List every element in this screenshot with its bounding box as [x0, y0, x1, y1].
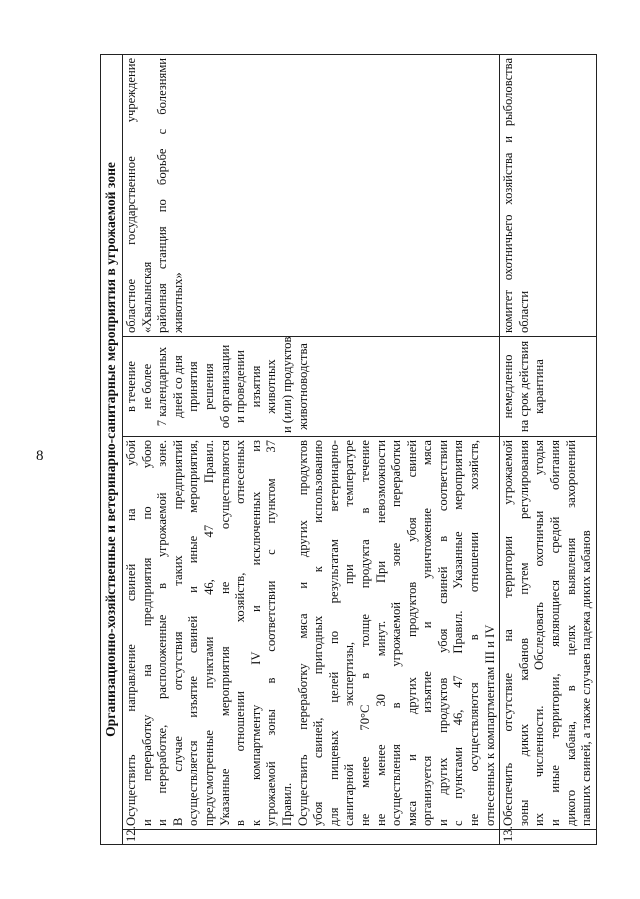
measure-cell [500, 437, 597, 830]
text-line: об организации [217, 344, 232, 429]
text-line: Указанные мероприятия не осуществляются [217, 440, 232, 826]
rotated-table-wrapper [100, 55, 594, 845]
text-line: немедленно [501, 354, 516, 419]
text-line: к компартменту IV и исключенных из [248, 440, 263, 826]
row-number: 12. [123, 830, 500, 845]
text-line: в течение [124, 361, 138, 412]
text-line: осуществления в угрожаемой зоне переработки [389, 440, 404, 826]
text-line: животноводства [295, 343, 310, 430]
text-line: и (или) продуктов [279, 336, 294, 433]
table-row [500, 54, 597, 844]
text-line: с пунктами 46, 47 Правил. Указанные мероприятия [451, 440, 466, 826]
executor-cell [500, 54, 597, 336]
section-title: Организационно-хозяйственные и ветеринарно-санитарные мероприятия в угрожаемой зоне [101, 54, 123, 844]
text-line: изъятия [248, 365, 263, 408]
text-line: санитарной экспертизы, при температуре [342, 440, 357, 826]
text-line: организуется изъятие и уничтожение мяса [420, 440, 435, 826]
text-line: животных [264, 359, 279, 414]
text-line: дней со дня [170, 355, 185, 418]
text-line: на срок действия [516, 340, 531, 433]
text-line: Правил. [279, 782, 294, 826]
text-line: для пищевых целей по результатам ветеринарно- [326, 440, 341, 826]
text-line: и проведении [233, 350, 248, 423]
text-line: Обеспечить отсутствие на территории угрожаемой [501, 440, 516, 826]
text-line: районная станция по борьбе с болезнями [155, 57, 170, 333]
text-line: карантина [532, 359, 547, 414]
row-number: 13. [500, 830, 597, 845]
text-line: В случае отсутствия таких предприятий [170, 440, 185, 826]
text-line: не менее 30 минут. При невозможности [373, 440, 388, 826]
measures-table [100, 54, 597, 845]
text-line: дикого кабана, в целях выявления захоронений [563, 440, 578, 826]
measure-cell [123, 437, 500, 830]
page-number: 8 [36, 448, 44, 464]
text-line: и иные территории, являющиеся средой обитания [548, 440, 563, 826]
term-cell [123, 337, 500, 437]
text-line: зоны диких кабанов путем регулирования [516, 440, 531, 826]
text-line: и переработку на предприятия по убою [139, 440, 154, 826]
text-line: их численности. Обследовать охотничьи угодья [532, 440, 547, 826]
table-section-header-row [101, 54, 123, 844]
text-line: осуществляется изъятие свиней и иные мероприятия, [186, 440, 201, 826]
text-line: области [516, 290, 531, 333]
text-line: убоя свиней, пригодных к использованию [311, 440, 326, 826]
text-line: павших свиней, а также случаев падежа диких кабанов [579, 530, 594, 826]
text-line: областное государственное учреждение «Хвалынская [124, 57, 154, 333]
text-line: отнесенных к компартментам III и IV [482, 624, 497, 826]
text-line: принятия [186, 361, 201, 412]
text-line: не менее 70°С в толще продукта в течение [357, 440, 372, 826]
text-line: и других продуктов убоя свиней в соответствии [435, 440, 450, 826]
text-line: животных» [170, 272, 185, 333]
text-line: предусмотренные пунктами 46, 47 Правил. [201, 440, 216, 826]
executor-cell [123, 54, 500, 336]
text-line: угрожаемой зоны в соответствии с пунктом 37 [264, 440, 279, 826]
text-line: в отношении хозяйств, отнесенных [233, 440, 248, 826]
table-row [123, 54, 500, 844]
text-line: не осуществляются в отношении хозяйств, [467, 440, 482, 826]
text-line: мяса и других продуктов убоя свиней [404, 440, 419, 826]
text-line: 7 календарных [155, 346, 170, 427]
text-line: не более [139, 363, 154, 410]
text-line: комитет охотничьего хозяйства и рыболовства [501, 57, 516, 333]
text-line: Осуществить переработку мяса и других продуктов [295, 440, 310, 826]
text-line: Осуществить направление свиней на убой [124, 440, 138, 826]
term-cell [500, 337, 597, 437]
text-line: решения [201, 363, 216, 410]
text-line: и переработке, расположенные в угрожаемой зоне. [155, 440, 170, 826]
